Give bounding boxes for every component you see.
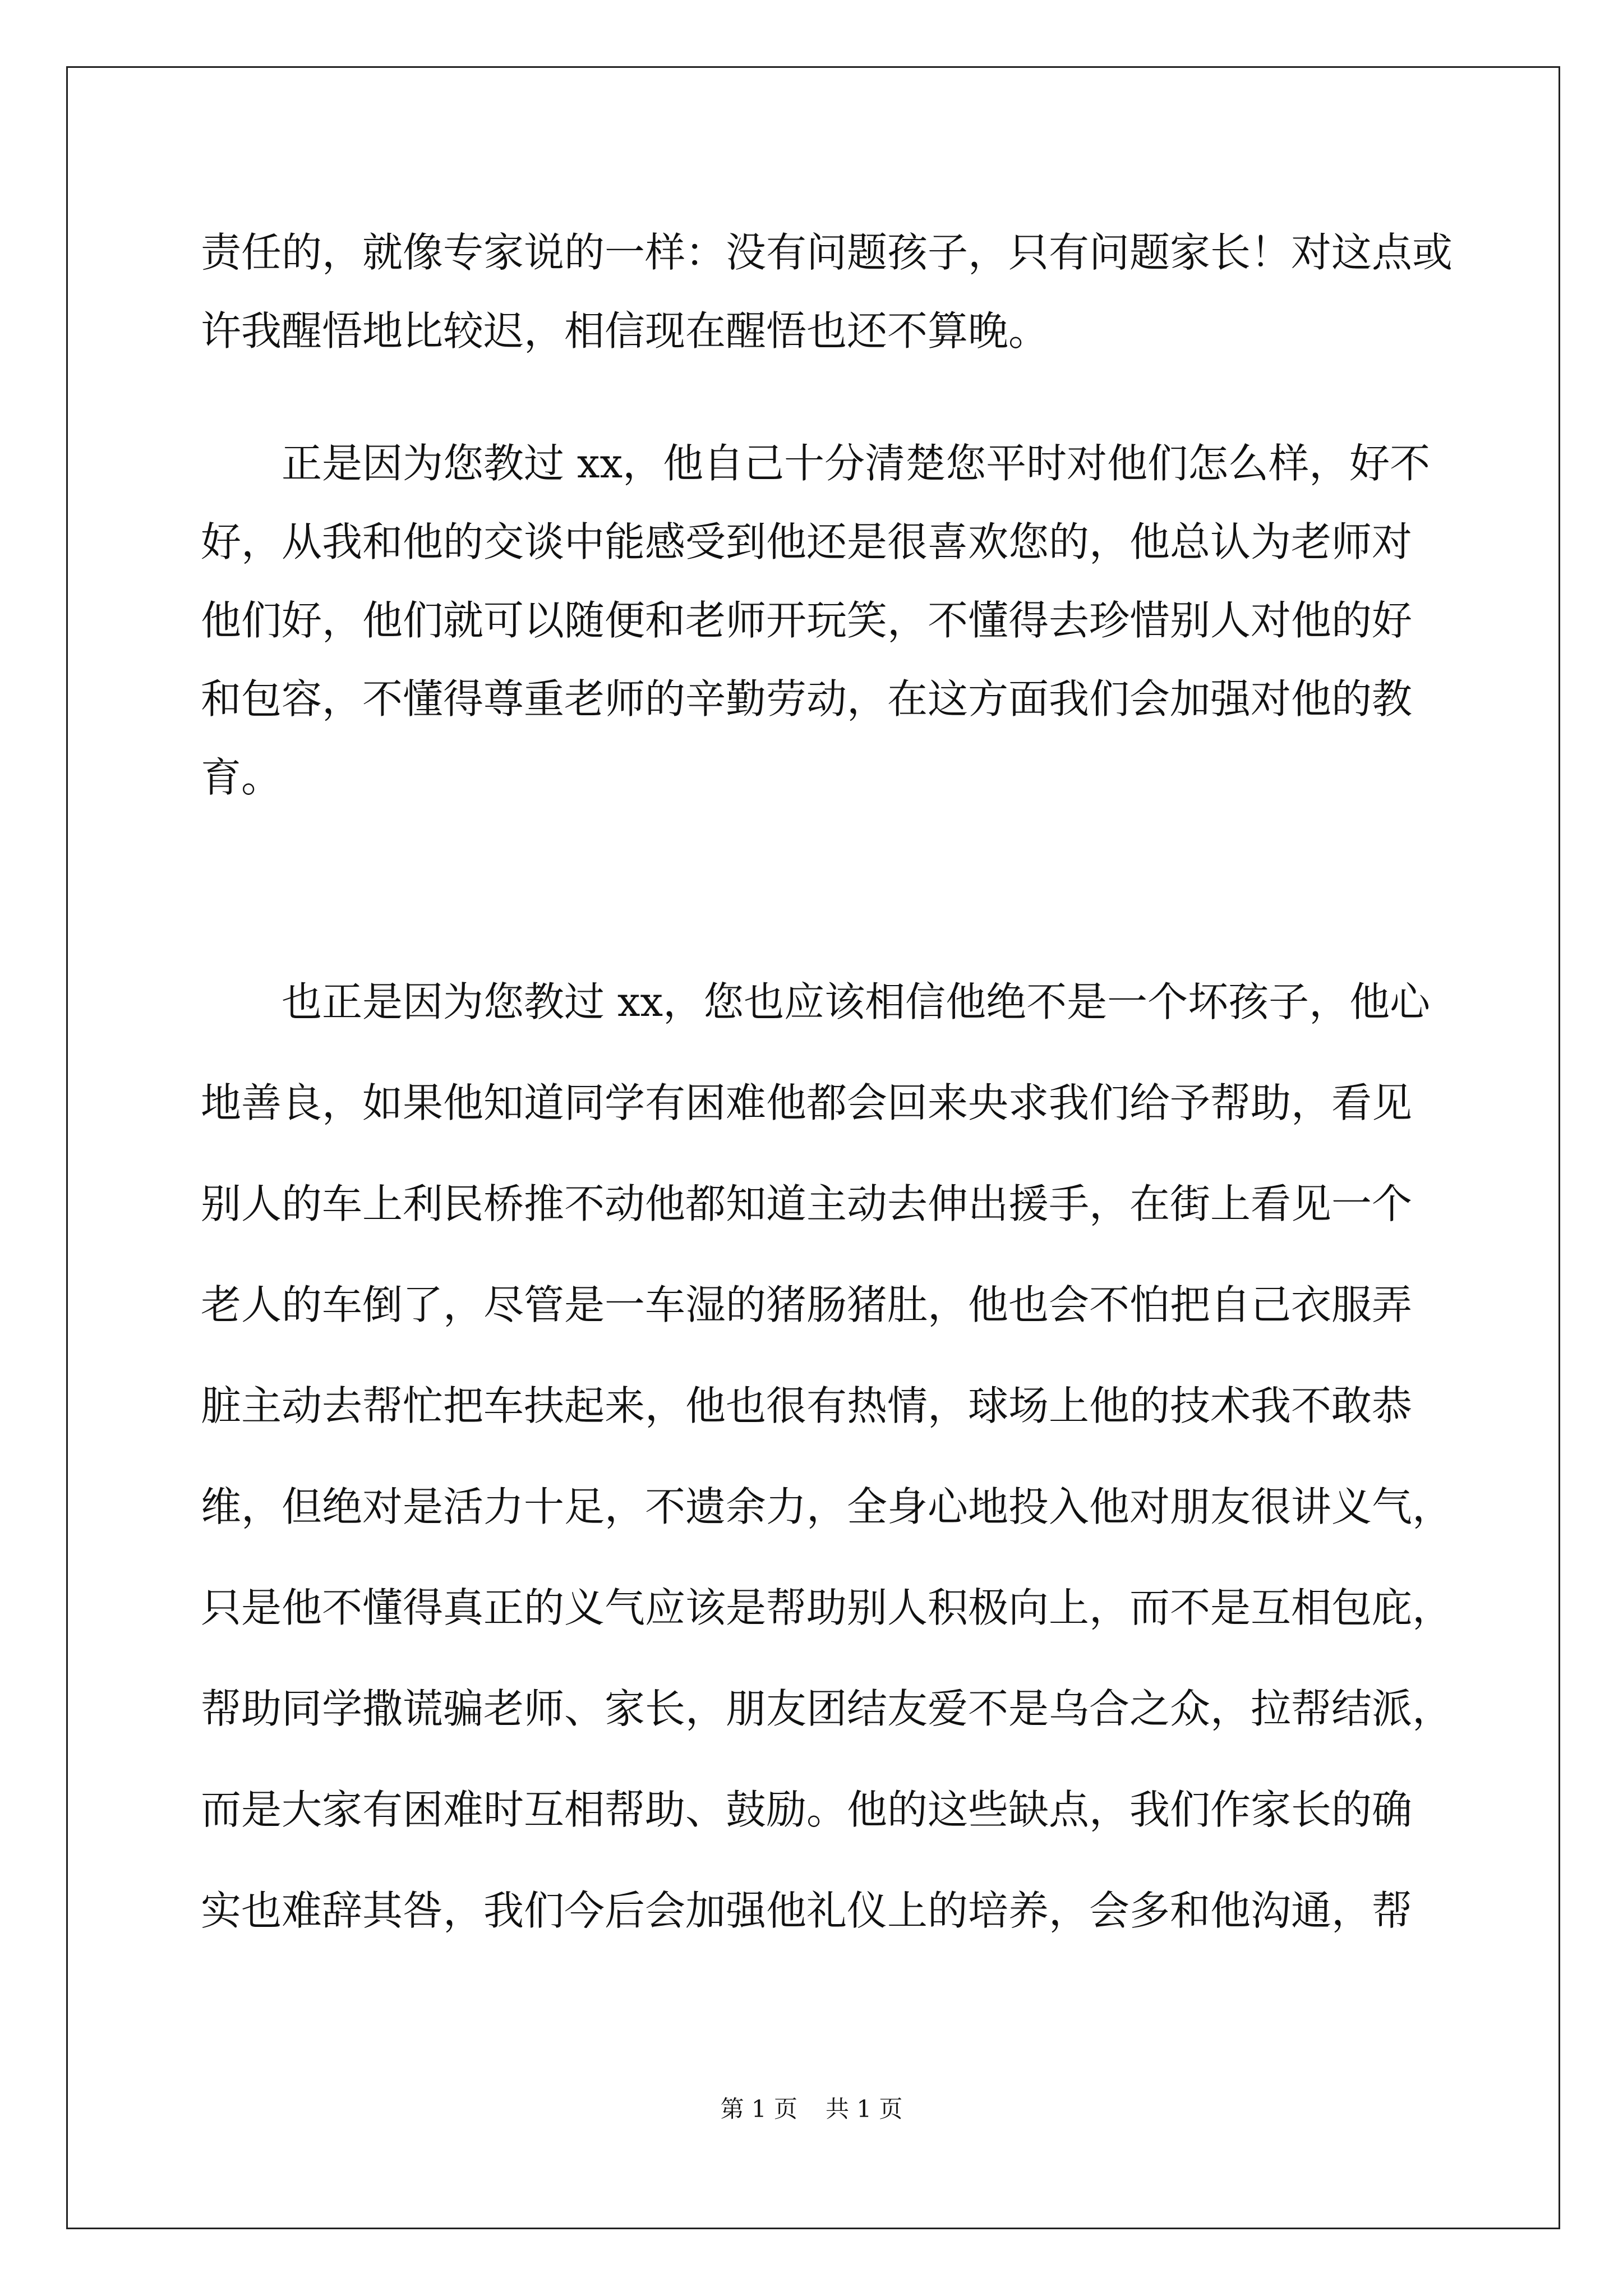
text-line-1: 责任的，就像专家说的一样：没有问题孩子，只有问题家长！对这点或 — [201, 229, 1453, 276]
text-line-4: 好，从我和他的交谈中能感受到他还是很喜欢您的，他总认为老师对 — [201, 518, 1413, 565]
text-line-15: 帮助同学撒谎骗老师、家长，朋友团结友爱不是乌合之众，拉帮结派， — [201, 1685, 1453, 1732]
text-line-3: 正是因为您教过 xx，他自己十分清楚您平时对他们怎么样，好不 — [282, 440, 1431, 487]
text-line-9: 地善良，如果他知道同学有困难他都会回来央求我们给予帮助，看见 — [201, 1079, 1413, 1126]
text-line-8: 也正是因为您教过 xx，您也应该相信他绝不是一个坏孩子，他心 — [282, 978, 1431, 1025]
text-line-5: 他们好，他们就可以随便和老师开玩笑，不懂得去珍惜别人对他的好 — [201, 597, 1413, 644]
text-line-16: 而是大家有困难时互相帮助、鼓励。他的这些缺点，我们作家长的确 — [201, 1786, 1413, 1833]
text-line-10: 别人的车上利民桥推不动他都知道主动去伸出援手，在街上看见一个 — [201, 1180, 1413, 1227]
text-line-6: 和包容，不懂得尊重老师的辛勤劳动，在这方面我们会加强对他的教 — [201, 675, 1413, 723]
text-line-12: 脏主动去帮忙把车扶起来，他也很有热情，球场上他的技术我不敢恭 — [201, 1382, 1413, 1429]
text-line-7: 育。 — [201, 754, 282, 801]
text-line-2: 许我醒悟地比较迟，相信现在醒悟也还不算晚。 — [201, 307, 1049, 355]
page-number: 第 1 页 — [720, 2095, 797, 2123]
text-line-11: 老人的车倒了，尽管是一车湿的猪肠猪肚，他也会不怕把自己衣服弄 — [201, 1281, 1413, 1328]
page-total: 共 1 页 — [826, 2095, 903, 2123]
text-line-17: 实也难辞其咎，我们今后会加强他礼仪上的培养，会多和他沟通，帮 — [201, 1887, 1413, 1934]
page-footer — [0, 2092, 1623, 2126]
text-line-14: 只是他不懂得真正的义气应该是帮助别人积极向上，而不是互相包庇， — [201, 1584, 1453, 1631]
text-line-13: 维，但绝对是活力十足，不遗余力，全身心地投入他对朋友很讲义气， — [201, 1483, 1453, 1530]
